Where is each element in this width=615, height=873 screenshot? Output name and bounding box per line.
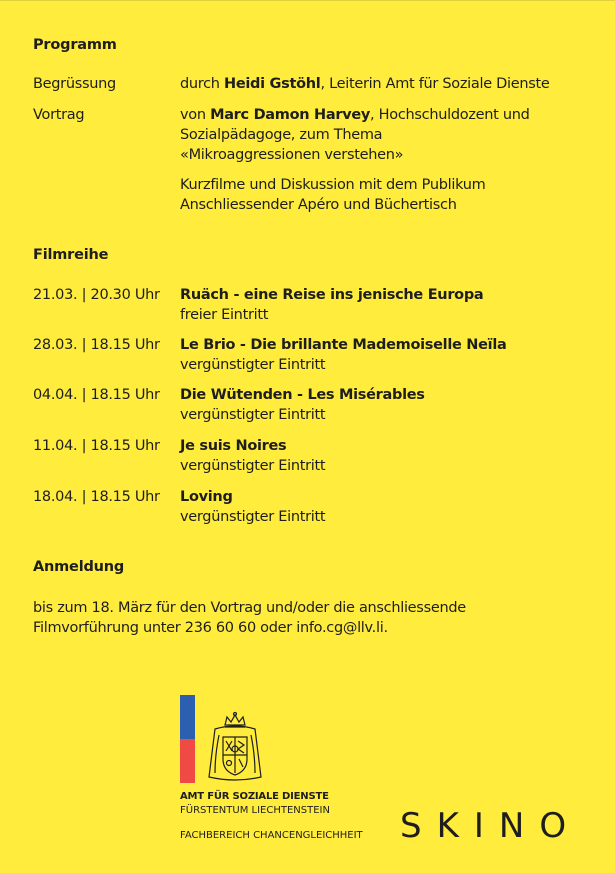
film-price-note: vergünstigter Eintritt bbox=[180, 509, 326, 525]
film-date: 18.04. | 18.15 Uhr bbox=[33, 489, 160, 505]
programm-heading: Programm bbox=[33, 37, 117, 53]
programm-value: von Marc Damon Harvey, Hochschuldozent und Sozialpädagoge, zum Thema «Mikroaggressionen verstehen» bbox=[180, 107, 530, 163]
film-date: 11.04. | 18.15 Uhr bbox=[33, 438, 160, 454]
programm-extra-line: Anschliessender Apéro und Büchertisch bbox=[180, 197, 457, 213]
film-title: Je suis Noires bbox=[180, 438, 287, 454]
film-date: 04.04. | 18.15 Uhr bbox=[33, 387, 160, 403]
amt-name: AMT FÜR SOZIALE DIENSTE bbox=[180, 791, 329, 802]
anmeldung-text: bis zum 18. März für den Vortrag und/oder die anschliessende Filmvorführung unter 236 60 60 oder info.cg@llv.li. bbox=[33, 600, 466, 636]
filmreihe-heading: Filmreihe bbox=[33, 247, 109, 263]
film-price-note: vergünstigter Eintritt bbox=[180, 407, 326, 423]
skino-logo: SKINO bbox=[400, 806, 582, 846]
film-title: Le Brio - Die brillante Mademoiselle Neïla bbox=[180, 337, 507, 353]
flag-red-stripe bbox=[180, 739, 195, 783]
anmeldung-heading: Anmeldung bbox=[33, 559, 125, 575]
amt-department: FACHBEREICH CHANCENGLEICHHEIT bbox=[180, 830, 363, 841]
flag-blue-stripe bbox=[180, 695, 195, 739]
film-title: Ruäch - eine Reise ins jenische Europa bbox=[180, 287, 484, 303]
speaker-name: Heidi Gstöhl bbox=[224, 76, 321, 92]
film-price-note: freier Eintritt bbox=[180, 307, 269, 323]
amt-country: FÜRSTENTUM LIECHTENSTEIN bbox=[180, 805, 330, 816]
film-date: 21.03. | 20.30 Uhr bbox=[33, 287, 160, 303]
film-title: Loving bbox=[180, 489, 233, 505]
programm-label: Begrüssung bbox=[33, 76, 116, 92]
film-price-note: vergünstigter Eintritt bbox=[180, 357, 326, 373]
film-date: 28.03. | 18.15 Uhr bbox=[33, 337, 160, 353]
programm-value: durch Heidi Gstöhl, Leiterin Amt für Soziale Dienste bbox=[180, 76, 550, 92]
film-title: Die Wütenden - Les Misérables bbox=[180, 387, 425, 403]
film-price-note: vergünstigter Eintritt bbox=[180, 458, 326, 474]
speaker-name: Marc Damon Harvey bbox=[210, 107, 371, 123]
liechtenstein-coat-of-arms-icon bbox=[203, 711, 267, 785]
programm-extra-line: Kurzfilme und Diskussion mit dem Publikum bbox=[180, 177, 486, 193]
programm-label: Vortrag bbox=[33, 107, 85, 123]
